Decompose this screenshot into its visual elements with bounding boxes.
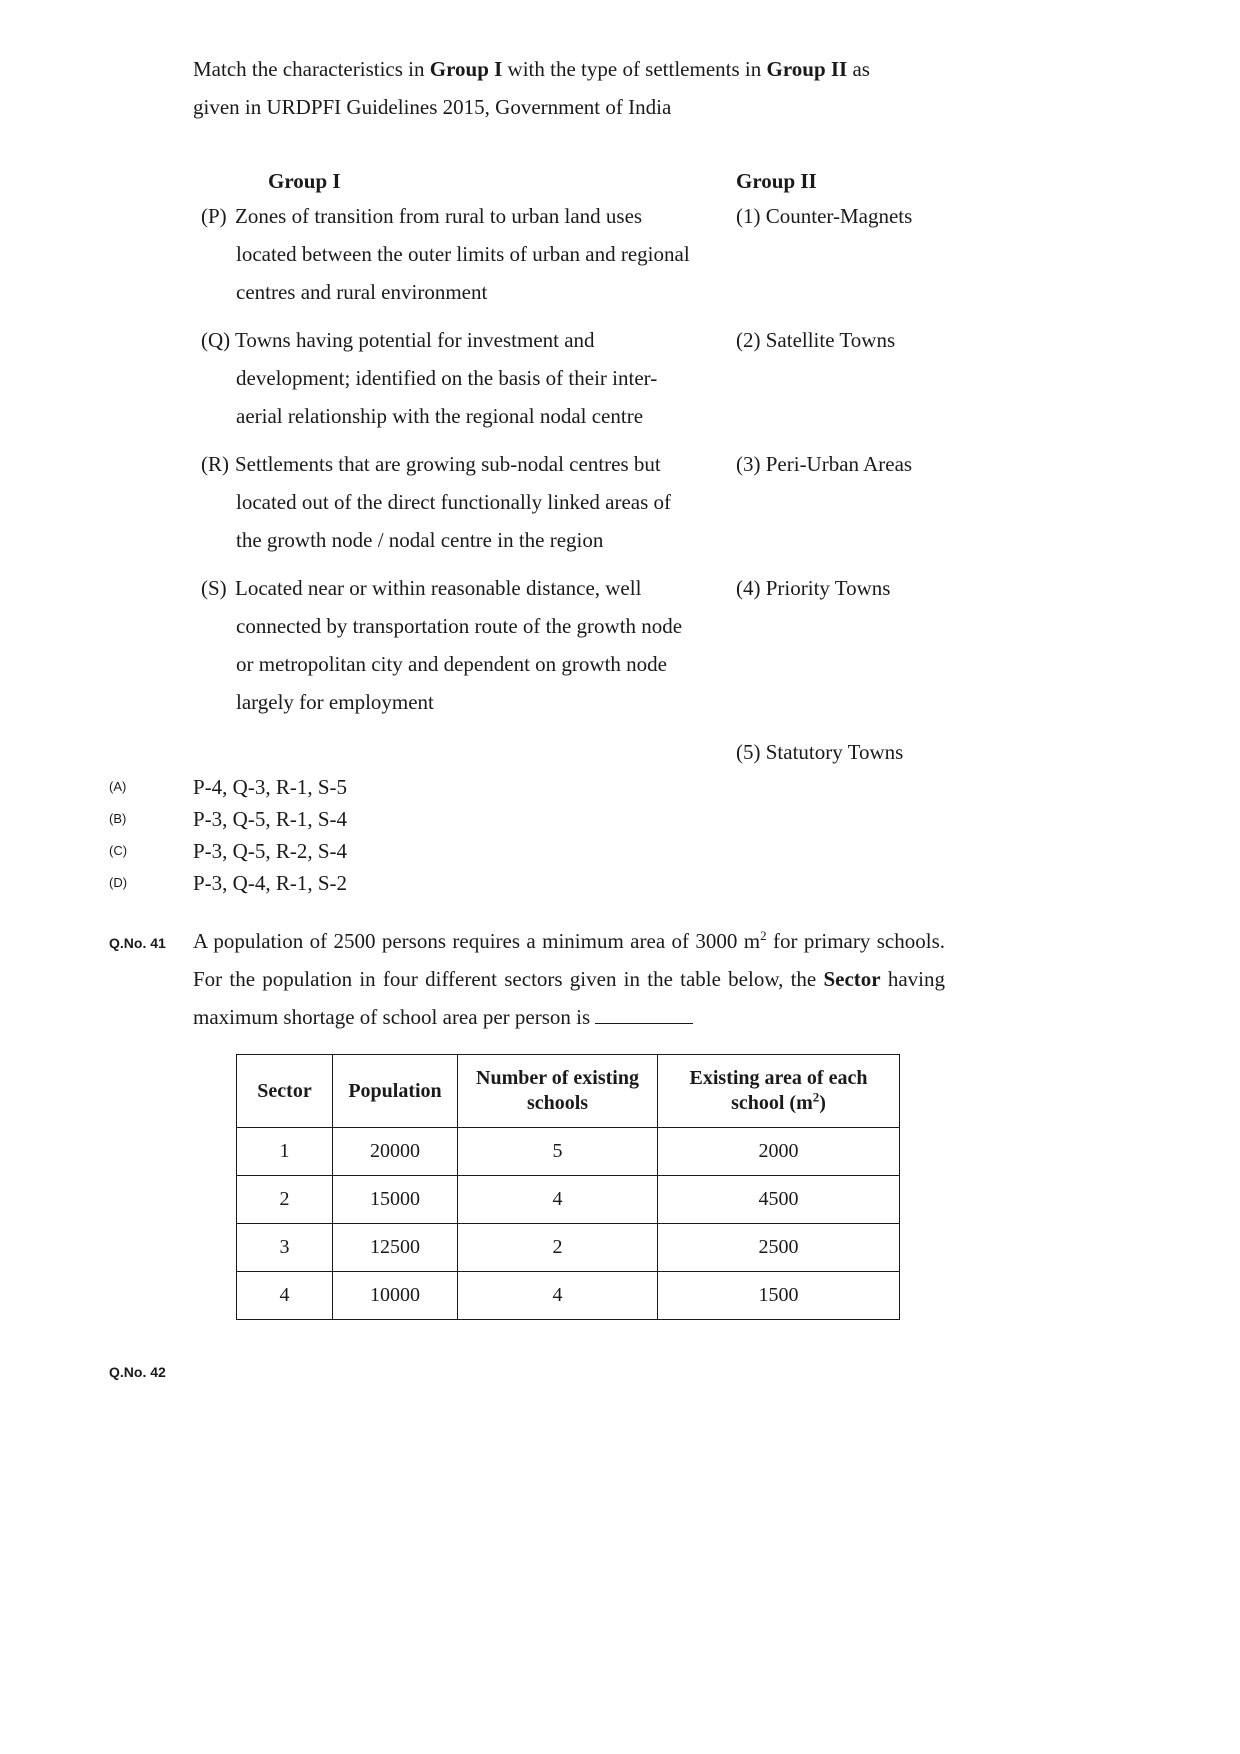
table-cell: 1500 <box>658 1272 900 1320</box>
sector-table <box>236 1054 900 1320</box>
group1-item-s <box>201 569 721 721</box>
stem-line-1 <box>193 50 953 88</box>
table-cell: 10000 <box>333 1272 458 1320</box>
item-label: (P) <box>201 204 227 228</box>
group2-item-3: (3) Peri-Urban Areas <box>736 452 913 476</box>
option-a-label[interactable]: (A) <box>109 779 127 794</box>
table-cell: 20000 <box>333 1128 458 1176</box>
item-line: Settlements that are growing sub-nodal centres but <box>235 452 661 476</box>
table-cell: 4 <box>237 1272 333 1320</box>
table-row <box>237 1272 900 1320</box>
q41-text: A population of 2500 persons requires a minimum area of 3000 m <box>193 929 761 953</box>
option-a-text[interactable]: P-4, Q-3, R-1, S-5 <box>193 775 348 799</box>
item-line: development; identified on the basis of their inter- <box>236 366 658 390</box>
header-superscript: 2 <box>812 1089 820 1105</box>
table-row <box>237 1128 900 1176</box>
stem-group1: Group I <box>429 57 503 81</box>
item-label: (S) <box>201 576 227 600</box>
stem-line-2: given in URDPFI Guidelines 2015, Government of India <box>193 95 672 119</box>
table-cell: 15000 <box>333 1176 458 1224</box>
item-line: aerial relationship with the regional nodal centre <box>236 404 644 428</box>
table-cell: 1 <box>237 1128 333 1176</box>
header-area <box>658 1055 900 1128</box>
question-41-text <box>193 922 945 1036</box>
option-d-text[interactable]: P-3, Q-4, R-1, S-2 <box>193 871 348 895</box>
table-cell: 2500 <box>658 1224 900 1272</box>
table-cell: 4 <box>458 1176 658 1224</box>
table-cell: 2 <box>458 1224 658 1272</box>
table-header-row <box>237 1055 900 1128</box>
item-label: (R) <box>201 452 229 476</box>
header-existing-schools <box>458 1055 658 1128</box>
group1-item-r <box>201 445 721 559</box>
item-line: connected by transportation route of the growth node <box>236 614 683 638</box>
option-c-text[interactable]: P-3, Q-5, R-2, S-4 <box>193 839 348 863</box>
answer-blank <box>595 1003 693 1024</box>
item-line: largely for employment <box>236 690 434 714</box>
q41-bold-sector: Sector <box>823 967 881 991</box>
table-row <box>237 1176 900 1224</box>
table-cell: 4 <box>458 1272 658 1320</box>
item-line: the growth node / nodal centre in the region <box>236 528 604 552</box>
option-c-label[interactable]: (C) <box>109 843 128 858</box>
group1-item-q <box>201 321 721 435</box>
stem-group2: Group II <box>766 57 848 81</box>
item-label: (Q) <box>201 328 231 352</box>
header-text: school (m <box>731 1092 813 1114</box>
q41-superscript: 2 <box>760 928 767 943</box>
group2-item-2: (2) Satellite Towns <box>736 328 896 352</box>
item-line: centres and rural environment <box>236 280 488 304</box>
table-cell: 2000 <box>658 1128 900 1176</box>
question-number-41: Q.No. 41 <box>109 935 166 951</box>
item-line: located between the outer limits of urban and regional <box>236 242 690 266</box>
item-line: Located near or within reasonable distance, well <box>235 576 642 600</box>
table-cell: 2 <box>237 1176 333 1224</box>
group1-item-p <box>201 197 721 311</box>
table-row <box>237 1224 900 1272</box>
item-line: or metropolitan city and dependent on growth node <box>236 652 667 676</box>
group2-item-1: (1) Counter-Magnets <box>736 204 913 228</box>
group2-heading: Group II <box>736 169 817 193</box>
item-line: Zones of transition from rural to urban land uses <box>235 204 643 228</box>
group2-item-5: (5) Statutory Towns <box>736 740 904 764</box>
header-text: Number of existing <box>476 1067 639 1089</box>
option-b-label[interactable]: (B) <box>109 811 127 826</box>
header-population: Population <box>333 1055 458 1128</box>
group1-heading: Group I <box>268 169 341 193</box>
table-cell: 5 <box>458 1128 658 1176</box>
table-cell: 3 <box>237 1224 333 1272</box>
question-stem <box>193 50 953 126</box>
header-text: Existing area of each <box>689 1067 868 1089</box>
question-number-42: Q.No. 42 <box>109 1364 166 1380</box>
header-sector: Sector <box>237 1055 333 1128</box>
group2-item-4: (4) Priority Towns <box>736 576 891 600</box>
table-cell: 4500 <box>658 1176 900 1224</box>
stem-text: with the type of settlements in <box>502 57 767 81</box>
option-b-text[interactable]: P-3, Q-5, R-1, S-4 <box>193 807 348 831</box>
header-text: schools <box>526 1092 589 1114</box>
table-cell: 12500 <box>333 1224 458 1272</box>
item-line: located out of the direct functionally linked areas of <box>236 490 672 514</box>
item-line: Towns having potential for investment and <box>235 328 595 352</box>
q41-text: for primary schools. For the population in four different sectors given in the table below, the <box>193 929 945 991</box>
stem-text: Match the characteristics in <box>193 57 430 81</box>
option-d-label[interactable]: (D) <box>109 875 128 890</box>
stem-text: as <box>847 57 870 81</box>
header-text: ) <box>819 1092 826 1114</box>
q41-text: having maximum shortage of school area per person is <box>193 967 946 1029</box>
